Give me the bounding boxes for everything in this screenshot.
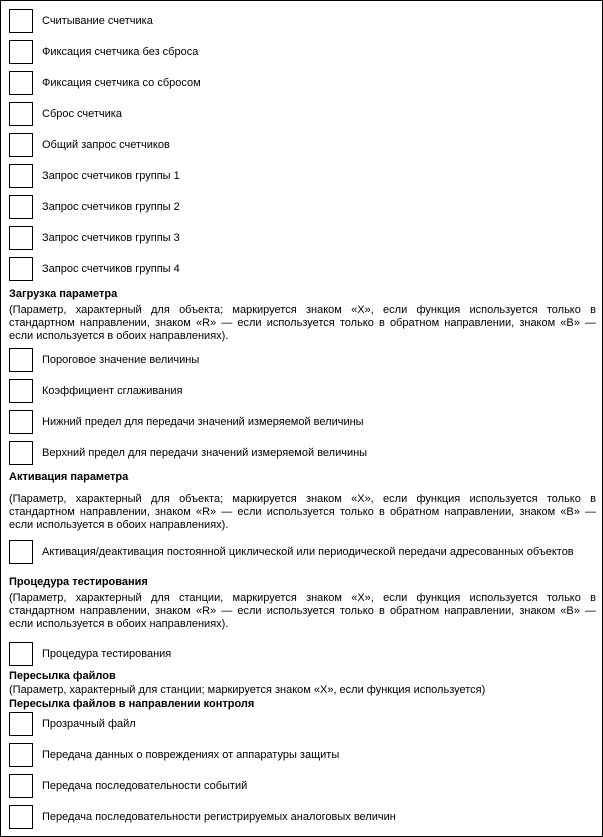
checkbox-label: Нижний предел для передачи значений измеряемой величины <box>42 416 364 428</box>
checkbox-label: Запрос счетчиков группы 2 <box>42 201 180 213</box>
checkbox-row-counter-group-4[interactable] <box>9 256 180 282</box>
checkbox[interactable] <box>9 642 33 666</box>
checkbox[interactable] <box>9 712 33 736</box>
checkbox-row-low-limit[interactable] <box>9 409 364 435</box>
checkbox[interactable] <box>9 805 33 829</box>
checkbox[interactable] <box>9 441 33 465</box>
checkbox-row-counter-read[interactable] <box>9 8 153 34</box>
checkbox[interactable] <box>9 195 33 219</box>
checkbox-row-test-procedure[interactable] <box>9 641 171 667</box>
section-description-file-transfer: (Параметр, характерный для станции; маркируется знаком «X», если функция используется) <box>9 684 486 696</box>
section-heading-param-activation: Активация параметра <box>9 471 129 483</box>
checkbox-label: Процедура тестирования <box>42 648 172 660</box>
checkbox-label: Фиксация счетчика со сбросом <box>42 77 201 89</box>
checkbox[interactable] <box>9 410 33 434</box>
checkbox-row-transparent-file[interactable] <box>9 711 136 737</box>
section-description-test-procedure: (Параметр, характерный для станции, маркируется знаком «X», если функция используется только в стандартном направлении, знаком «R» — если используется только в обратном направлении, знаком «B» — если используется в обоих направлениях). <box>9 592 596 630</box>
checkbox-label: Пороговое значение величины <box>42 354 200 366</box>
checkbox-label: Фиксация счетчика без сброса <box>42 46 199 58</box>
checkbox[interactable] <box>9 40 33 64</box>
section-heading-file-transfer: Пересылка файлов <box>9 670 116 682</box>
checkbox[interactable] <box>9 164 33 188</box>
checkbox-label: Общий запрос счетчиков <box>42 139 170 151</box>
checkbox-label: Сброс счетчика <box>42 108 122 120</box>
checkbox-label: Передача последовательности событий <box>42 780 248 792</box>
checkbox-row-counter-freeze-no-reset[interactable] <box>9 39 198 65</box>
checkbox[interactable] <box>9 379 33 403</box>
checkbox-row-cyclic-transmission-activation[interactable] <box>9 539 574 565</box>
checkbox[interactable] <box>9 257 33 281</box>
checkbox-label: Запрос счетчиков группы 3 <box>42 232 180 244</box>
section-heading-param-load: Загрузка параметра <box>9 288 118 300</box>
checkbox[interactable] <box>9 71 33 95</box>
checkbox-row-threshold-value[interactable] <box>9 347 199 373</box>
section-description-param-load: (Параметр, характерный для объекта; маркируется знаком «X», если функция используется только в стандартном направлении, знаком «R» — если используется только в обратном направлении, знаком «B» — если используется в обоих направлениях). <box>9 304 596 342</box>
subsection-heading-file-transfer-control: Пересылка файлов в направлении контроля <box>9 698 255 710</box>
checkbox-row-event-sequence[interactable] <box>9 773 247 799</box>
checkbox-row-counter-group-1[interactable] <box>9 163 180 189</box>
checkbox-label: Передача данных о повреждениях от аппаратуры защиты <box>42 749 340 761</box>
checkbox-label: Передача последовательности регистрируемых аналоговых величин <box>42 811 396 823</box>
checkbox[interactable] <box>9 226 33 250</box>
section-description-param-activation: (Параметр, характерный для объекта; маркируется знаком «X», если функция используется только в стандартном направлении, знаком «R» — если используется только в обратном направлении, знаком «B» — если используется в обоих направлениях). <box>9 493 596 531</box>
checkbox-row-protection-fault-data[interactable] <box>9 742 339 768</box>
checkbox-row-counter-group-2[interactable] <box>9 194 180 220</box>
checkbox-label: Запрос счетчиков группы 4 <box>42 263 180 275</box>
checkbox-row-counter-group-3[interactable] <box>9 225 180 251</box>
checkbox-label: Прозрачный файл <box>42 718 136 730</box>
section-heading-test-procedure: Процедура тестирования <box>9 576 148 588</box>
checkbox-row-high-limit[interactable] <box>9 440 367 466</box>
checkbox[interactable] <box>9 743 33 767</box>
checkbox[interactable] <box>9 102 33 126</box>
checkbox-row-smoothing-factor[interactable] <box>9 378 182 404</box>
checkbox[interactable] <box>9 540 33 564</box>
checkbox-label: Активация/деактивация постоянной циклической или периодической передачи адресованных объектов <box>42 546 574 558</box>
checkbox-label: Верхний предел для передачи значений измеряемой величины <box>42 447 368 459</box>
checkbox-row-general-counter-request[interactable] <box>9 132 170 158</box>
checkbox[interactable] <box>9 774 33 798</box>
checkbox-label: Запрос счетчиков группы 1 <box>42 170 180 182</box>
checkbox[interactable] <box>9 133 33 157</box>
checkbox[interactable] <box>9 348 33 372</box>
checkbox-row-analog-sequence[interactable] <box>9 804 396 830</box>
checkbox-row-counter-freeze-reset[interactable] <box>9 70 201 96</box>
checkbox-row-counter-reset[interactable] <box>9 101 122 127</box>
checkbox-label: Считывание счетчика <box>42 15 153 27</box>
checkbox[interactable] <box>9 9 33 33</box>
checkbox-label: Коэффициент сглаживания <box>42 385 183 397</box>
